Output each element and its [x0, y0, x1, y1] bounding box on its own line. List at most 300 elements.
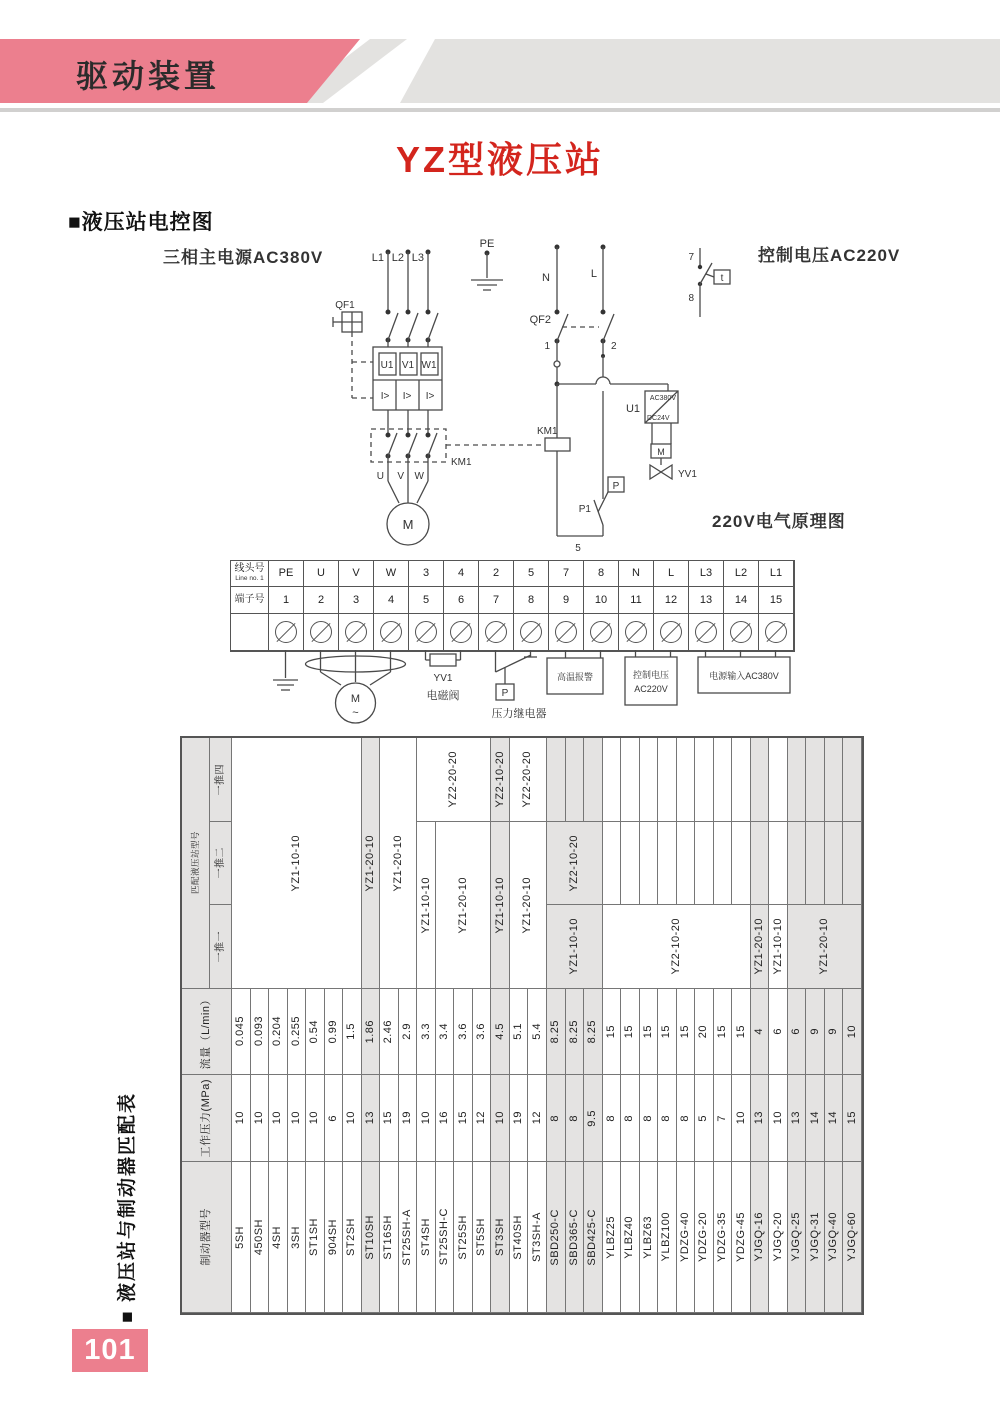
- flow-value: [232, 989, 251, 1075]
- brake-model: [825, 1162, 844, 1313]
- brake-model-label: YJGQ-25: [790, 1212, 803, 1262]
- flow-value-label: 9: [808, 1028, 821, 1035]
- pressure-value-label: 19: [401, 1111, 414, 1125]
- station-model-label: YZ1-10-10: [567, 918, 580, 975]
- brake-model: [732, 1162, 751, 1313]
- flow-value-label: 15: [604, 1024, 617, 1039]
- overload-symbol: I>: [380, 391, 390, 402]
- brake-model: [843, 1162, 862, 1313]
- pressure-value: [677, 1075, 696, 1162]
- pressure-value-label: 8: [660, 1114, 673, 1122]
- station-empty-cell: [751, 822, 770, 905]
- brake-model: [621, 1162, 640, 1313]
- page-number-badge: [72, 1329, 148, 1372]
- brake-model: [566, 1162, 585, 1313]
- brake-model: [436, 1162, 455, 1313]
- pressure-value-label: 8: [623, 1114, 636, 1122]
- pressure-value-label: 10: [271, 1111, 284, 1125]
- brake-model-label: ST10SH: [363, 1214, 376, 1260]
- flow-value: [751, 989, 770, 1075]
- flow-value-label: 6: [771, 1028, 784, 1035]
- terminal-line-no: 3: [409, 561, 444, 587]
- station-model: [362, 738, 381, 989]
- station-empty-cell: [788, 822, 807, 905]
- station-empty-cell: [788, 738, 807, 822]
- brake-model-label: YJGQ-31: [808, 1212, 821, 1262]
- flow-value: [825, 989, 844, 1075]
- pressure-value-label: 9.5: [586, 1109, 599, 1127]
- label-l: L: [590, 268, 597, 280]
- terminal-row1-header: [231, 561, 269, 587]
- brake-model: [640, 1162, 659, 1313]
- pressure-value: [621, 1075, 640, 1162]
- header-push2: [210, 822, 232, 905]
- brake-model-label: ST25SH-A: [401, 1208, 414, 1266]
- pressure-value: [232, 1075, 251, 1162]
- brake-model-label: YLBZ100: [660, 1212, 673, 1262]
- station-empty-cell: [640, 822, 659, 905]
- station-model: [769, 905, 788, 989]
- station-empty-cell: [751, 738, 770, 822]
- screw-icon: [345, 621, 367, 643]
- station-empty-cell: [566, 738, 585, 822]
- pressure-value-label: 5: [697, 1114, 710, 1122]
- terminal-line-no: U: [304, 561, 339, 587]
- brake-model-label: ST16SH: [382, 1214, 395, 1260]
- station-empty-cell: [714, 738, 733, 822]
- brake-model: [454, 1162, 473, 1313]
- screw-icon: [555, 621, 577, 643]
- brake-model-label: YLBZ40: [623, 1215, 636, 1259]
- station-empty-cell: [695, 822, 714, 905]
- station-empty-cell: [695, 738, 714, 822]
- flow-value-label: 3.6: [475, 1023, 488, 1040]
- station-model: [751, 905, 770, 989]
- pressure-value-label: 13: [753, 1111, 766, 1125]
- pressure-value: [251, 1075, 270, 1162]
- terminal-number: 2: [304, 587, 339, 614]
- page-title: YZ型液压站: [395, 139, 604, 180]
- flow-value-label: 20: [697, 1024, 710, 1039]
- brake-model: [380, 1162, 399, 1313]
- flow-value: [732, 989, 751, 1075]
- yv1-label: YV1: [433, 673, 453, 684]
- station-model: [436, 822, 492, 989]
- flow-value-label: 8.25: [549, 1019, 562, 1044]
- station-model-label: YZ1-10-10: [419, 876, 432, 934]
- station-empty-cell: [603, 822, 622, 905]
- circuit-diagram: [330, 236, 980, 558]
- high-temp-label: 高温报警: [556, 672, 594, 682]
- brake-model: [584, 1162, 603, 1313]
- terminal-number: 15: [759, 587, 794, 614]
- terminal-screw-cell: [304, 614, 339, 651]
- brake-model: [362, 1162, 381, 1313]
- header-push1: [210, 905, 232, 989]
- pressure-value-label: 8: [567, 1114, 580, 1122]
- station-model-label: YZ1-20-10: [391, 834, 404, 892]
- station-model: [380, 738, 417, 989]
- pressure-value: [603, 1075, 622, 1162]
- pressure-value: [288, 1075, 307, 1162]
- station-model-label: YZ1-20-10: [363, 834, 376, 892]
- station-model-label: YZ1-20-10: [817, 918, 830, 975]
- label-km1-contacts: KM1: [451, 457, 472, 468]
- flow-value-label: 6: [790, 1028, 803, 1035]
- terminal-number: 1: [269, 587, 304, 614]
- pressure-value: [269, 1075, 288, 1162]
- station-model: [547, 822, 603, 905]
- flow-value: [343, 989, 362, 1075]
- ctrl-voltage-line2: AC220V: [634, 684, 668, 694]
- flow-value-label: 3.4: [438, 1023, 451, 1040]
- line-no-label: 线头号: [234, 563, 265, 575]
- terminal-line-no: L: [654, 561, 689, 587]
- station-model-label: YZ1-10-10: [771, 918, 784, 975]
- flow-value-label: 5.4: [530, 1023, 543, 1040]
- flow-value-label: 15: [660, 1024, 673, 1039]
- station-empty-cell: [806, 822, 825, 905]
- pressure-value-label: 7: [716, 1114, 729, 1122]
- caption-main-power: 三相主电源AC380V: [163, 248, 324, 267]
- terminal-screw-cell: [724, 614, 759, 651]
- page-number: 101: [84, 1334, 136, 1366]
- flow-value: [325, 989, 344, 1075]
- terminal-line-no: N: [619, 561, 654, 587]
- flow-value-label: 15: [716, 1024, 729, 1039]
- pressure-value-label: 10: [734, 1111, 747, 1125]
- flow-value: [547, 989, 566, 1075]
- flow-value-label: 15: [623, 1024, 636, 1039]
- label-n: N: [542, 272, 550, 284]
- flow-value-label: 8.25: [586, 1019, 599, 1044]
- label-ac380: AC380V: [649, 395, 676, 402]
- flow-value-label: 1.86: [363, 1019, 376, 1044]
- terminal-screw-cell: [619, 614, 654, 651]
- terminal-line-no: L2: [724, 561, 759, 587]
- header-push1-label: 一推一: [214, 930, 226, 963]
- brake-model: [251, 1162, 270, 1313]
- flow-value: [454, 989, 473, 1075]
- screw-icon: [275, 621, 297, 643]
- flow-value: [510, 989, 529, 1075]
- screw-icon: [485, 621, 507, 643]
- brake-model-label: YDZG-20: [697, 1212, 710, 1262]
- flow-value: [399, 989, 418, 1075]
- header-banner: [0, 39, 1000, 103]
- label-v1: V1: [401, 360, 415, 371]
- brake-model-label: ST5SH: [475, 1218, 488, 1256]
- pressure-value-label: 15: [382, 1111, 395, 1125]
- banner-title: 驱动装置: [76, 58, 221, 94]
- pressure-value: [825, 1075, 844, 1162]
- brake-model: [751, 1162, 770, 1313]
- brake-model-label: YJGQ-60: [845, 1212, 858, 1262]
- pressure-value: [788, 1075, 807, 1162]
- station-model-label: YZ1-20-10: [456, 876, 469, 934]
- pressure-value-label: 12: [530, 1111, 543, 1125]
- pressure-value-label: 8: [641, 1114, 654, 1122]
- terminal-line-no: 2: [479, 561, 514, 587]
- flow-value-label: 0.204: [271, 1016, 284, 1047]
- overload-symbol: I>: [425, 391, 435, 402]
- station-model: [547, 905, 603, 989]
- brake-model: [473, 1162, 492, 1313]
- pressure-value-label: 10: [252, 1111, 265, 1125]
- label-km1-coil: KM1: [537, 426, 558, 437]
- terminal-number: 11: [619, 587, 654, 614]
- flow-value: [269, 989, 288, 1075]
- brake-model-label: ST40SH: [512, 1214, 525, 1260]
- screw-icon: [380, 621, 402, 643]
- screw-icon: [415, 621, 437, 643]
- pressure-value-label: 13: [790, 1111, 803, 1125]
- label-7: 7: [688, 252, 694, 263]
- flow-value-label: 0.093: [252, 1016, 265, 1047]
- brake-model-label: SBD250-C: [549, 1208, 562, 1266]
- station-model-label: YZ1-10-10: [493, 876, 506, 934]
- terminal-line-no: L1: [759, 561, 794, 587]
- terminal-number: 12: [654, 587, 689, 614]
- pressure-value-label: 8: [604, 1114, 617, 1122]
- flow-value: [491, 989, 510, 1075]
- label-dc24: DC24V: [647, 415, 670, 422]
- flow-value: [473, 989, 492, 1075]
- header-push4: [210, 738, 232, 822]
- p-label: P: [501, 688, 509, 699]
- station-empty-cell: [825, 738, 844, 822]
- pressure-value-label: 8: [678, 1114, 691, 1122]
- terminal-wiring: [230, 650, 800, 738]
- terminal-line-no: L3: [689, 561, 724, 587]
- pressure-value: [547, 1075, 566, 1162]
- station-model: [417, 738, 491, 822]
- brake-model-label: 5SH: [234, 1225, 247, 1249]
- flow-value-label: 10: [845, 1024, 858, 1039]
- caption-control-voltage: 控制电压AC220V: [758, 246, 901, 265]
- brake-model-label: ST4SH: [419, 1218, 432, 1256]
- flow-value-label: 0.255: [289, 1016, 302, 1047]
- header-push4-label: 一推四: [214, 763, 226, 796]
- flow-value-label: 8.25: [567, 1019, 580, 1044]
- header-model: [182, 1162, 232, 1313]
- terminal-screw-cell: [444, 614, 479, 651]
- pressure-value-label: 10: [493, 1111, 506, 1125]
- label-m-small: M: [657, 447, 665, 457]
- station-empty-cell: [677, 822, 696, 905]
- terminal-row3-header: [231, 614, 269, 651]
- terminal-line-no: W: [374, 561, 409, 587]
- pressure-value: [362, 1075, 381, 1162]
- station-model-label: YZ1-10-10: [289, 834, 302, 892]
- brake-model-label: SBD365-C: [567, 1208, 580, 1266]
- pressure-value-label: 15: [845, 1111, 858, 1125]
- brake-model: [269, 1162, 288, 1313]
- station-empty-cell: [547, 738, 566, 822]
- brake-model-label: ST2SH: [345, 1218, 358, 1256]
- screw-icon: [310, 621, 332, 643]
- header-flow: [182, 989, 232, 1075]
- brake-model-label: 4SH: [271, 1225, 284, 1249]
- station-empty-cell: [584, 738, 603, 822]
- header-push2-label: 一推二: [214, 847, 226, 879]
- pressure-value-label: 10: [289, 1111, 302, 1125]
- station-empty-cell: [806, 738, 825, 822]
- pressure-value: [658, 1075, 677, 1162]
- station-empty-cell: [621, 822, 640, 905]
- brake-model: [491, 1162, 510, 1313]
- terminal-strip: [230, 560, 795, 652]
- flow-value: [251, 989, 270, 1075]
- brake-model: [714, 1162, 733, 1313]
- brake-model: [547, 1162, 566, 1313]
- pressure-value: [732, 1075, 751, 1162]
- station-model-label: YZ1-20-10: [753, 918, 766, 975]
- flow-value: [695, 989, 714, 1075]
- station-empty-cell: [769, 822, 788, 905]
- flow-value-label: 1.5: [345, 1023, 358, 1040]
- station-empty-cell: [732, 738, 751, 822]
- pressure-value: [751, 1075, 770, 1162]
- station-model: [510, 822, 547, 989]
- brake-model-label: 3SH: [289, 1225, 302, 1249]
- brake-model: [325, 1162, 344, 1313]
- terminal-screw-cell: [759, 614, 794, 651]
- label-w1: W1: [421, 360, 437, 371]
- station-empty-cell: [621, 738, 640, 822]
- terminal-screw-cell: [654, 614, 689, 651]
- flow-value: [843, 989, 862, 1075]
- brake-model: [603, 1162, 622, 1313]
- label-u: U: [376, 471, 384, 482]
- label-v: V: [397, 471, 404, 482]
- pressure-value-label: 10: [419, 1111, 432, 1125]
- pressure-value-label: 16: [438, 1111, 451, 1125]
- flow-value-label: 2.46: [382, 1019, 395, 1044]
- label-t: t: [720, 273, 724, 284]
- pressure-value-label: 10: [771, 1111, 784, 1125]
- terminal-number: 6: [444, 587, 479, 614]
- motor-m-label: M: [350, 693, 361, 705]
- label-8: 8: [688, 293, 694, 304]
- station-empty-cell: [640, 738, 659, 822]
- terminal-screw-cell: [479, 614, 514, 651]
- flow-value-label: 15: [678, 1024, 691, 1039]
- label-p1: P1: [578, 504, 591, 515]
- ctrl-voltage-line1: 控制电压: [632, 670, 670, 680]
- flow-value: [788, 989, 807, 1075]
- flow-value-label: 5.1: [512, 1023, 525, 1040]
- motor-tilde: ~: [352, 707, 359, 719]
- flow-value-label: 2.9: [401, 1023, 414, 1040]
- flow-value-label: 0.045: [234, 1016, 247, 1047]
- pressure-value-label: 6: [326, 1114, 339, 1122]
- pressure-relay-label: 压力继电器: [491, 708, 547, 720]
- pressure-value-label: 10: [345, 1111, 358, 1125]
- label-2: 2: [611, 341, 617, 352]
- label-qf2: QF2: [529, 314, 551, 326]
- label-p: P: [612, 481, 620, 492]
- label-yv1: YV1: [678, 469, 697, 480]
- brake-model: [417, 1162, 436, 1313]
- label-w: W: [414, 471, 424, 482]
- flow-value: [806, 989, 825, 1075]
- pressure-value-label: 14: [827, 1111, 840, 1125]
- terminal-line-no: 4: [444, 561, 479, 587]
- station-empty-cell: [603, 738, 622, 822]
- screw-icon: [590, 621, 612, 643]
- pressure-value-label: 10: [308, 1111, 321, 1125]
- flow-value: [362, 989, 381, 1075]
- pressure-value-label: 15: [456, 1111, 469, 1125]
- terminal-number: 13: [689, 587, 724, 614]
- pressure-value: [473, 1075, 492, 1162]
- brake-model: [399, 1162, 418, 1313]
- terminal-line-no: 5: [514, 561, 549, 587]
- flow-value-label: 0.54: [308, 1019, 321, 1044]
- pressure-value: [343, 1075, 362, 1162]
- brake-model: [769, 1162, 788, 1313]
- motor-label: M: [402, 517, 414, 532]
- pressure-value: [843, 1075, 862, 1162]
- caption-schematic: 220V电气原理图: [712, 512, 846, 531]
- pressure-value: [769, 1075, 788, 1162]
- label-l1: L1: [371, 252, 384, 264]
- flow-value-label: 15: [641, 1024, 654, 1039]
- pressure-value: [528, 1075, 547, 1162]
- label-trans-u1: U1: [625, 403, 640, 415]
- station-empty-cell: [769, 738, 788, 822]
- header-model-label: 制动器型号: [200, 1208, 212, 1266]
- pressure-value: [325, 1075, 344, 1162]
- station-empty-cell: [714, 822, 733, 905]
- header-pressure: [182, 1075, 232, 1162]
- station-model-label: YZ2-10-20: [567, 834, 580, 892]
- terminal-number: 4: [374, 587, 409, 614]
- pressure-value: [417, 1075, 436, 1162]
- flow-value-label: 4.5: [493, 1023, 506, 1040]
- brake-model: [788, 1162, 807, 1313]
- brake-model-label: YDZG-35: [716, 1212, 729, 1262]
- station-model: [491, 822, 510, 989]
- flow-value-label: 9: [827, 1028, 840, 1035]
- pressure-value-label: 12: [475, 1111, 488, 1125]
- flow-value: [380, 989, 399, 1075]
- brake-model-label: ST3SH-A: [530, 1212, 543, 1262]
- label-5: 5: [575, 543, 581, 554]
- terminal-number: 9: [549, 587, 584, 614]
- flow-value: [621, 989, 640, 1075]
- flow-value: [603, 989, 622, 1075]
- terminal-screw-cell: [549, 614, 584, 651]
- station-empty-cell: [843, 738, 862, 822]
- screw-icon: [765, 621, 787, 643]
- match-table: [180, 736, 864, 1315]
- pressure-value: [454, 1075, 473, 1162]
- screw-icon: [695, 621, 717, 643]
- station-model: [417, 822, 436, 989]
- pressure-value-label: 19: [512, 1111, 525, 1125]
- brake-model-label: YJGQ-20: [771, 1212, 784, 1262]
- brake-model-label: SBD425-C: [586, 1208, 599, 1266]
- station-model: [510, 738, 547, 822]
- station-empty-cell: [658, 822, 677, 905]
- station-empty-cell: [677, 738, 696, 822]
- screw-icon: [660, 621, 682, 643]
- terminal-number: 7: [479, 587, 514, 614]
- brake-model: [288, 1162, 307, 1313]
- station-empty-cell: [843, 822, 862, 905]
